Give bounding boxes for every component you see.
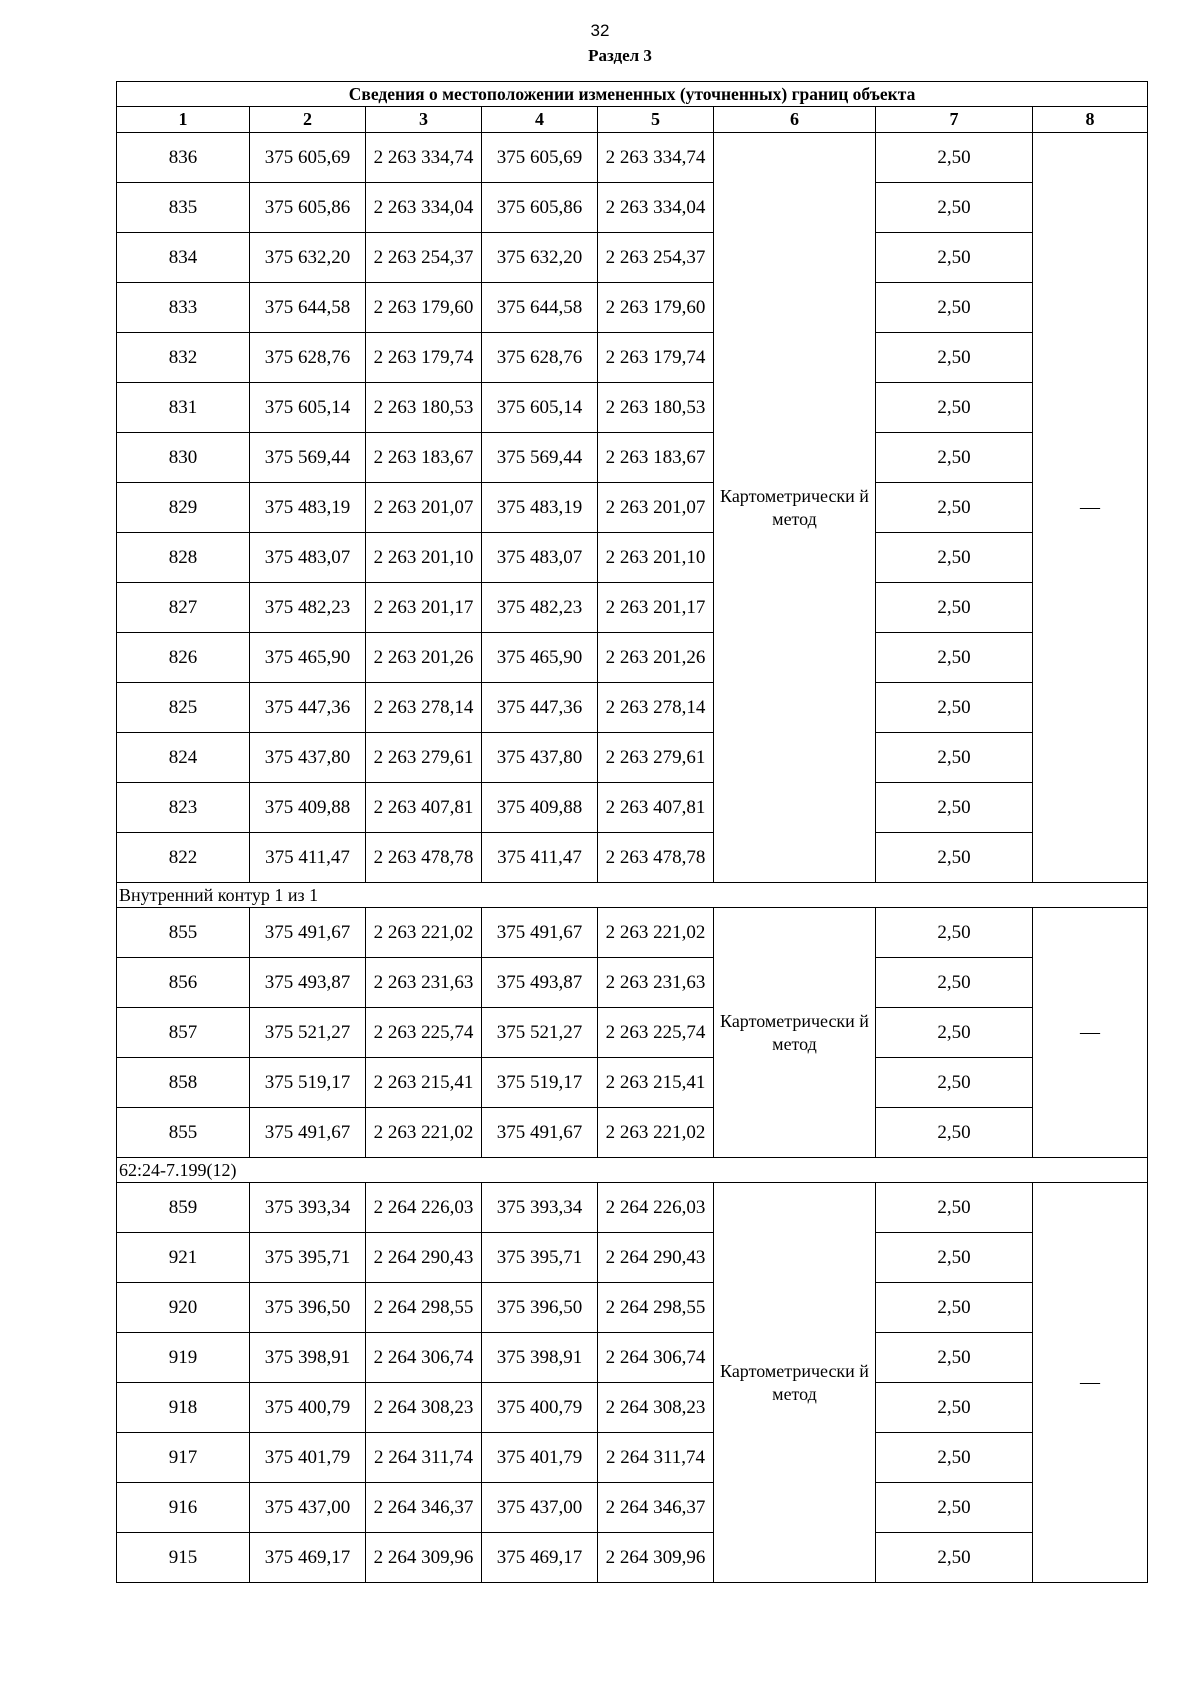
y-coordinate-cell: 2 263 183,67 <box>598 433 714 483</box>
x-coordinate-cell: 375 401,79 <box>250 1433 366 1483</box>
x-coordinate-cell: 375 437,80 <box>482 733 598 783</box>
x-coordinate-cell: 375 605,14 <box>482 383 598 433</box>
y-coordinate-cell: 2 264 290,43 <box>598 1233 714 1283</box>
point-number-cell: 827 <box>117 583 250 633</box>
x-coordinate-cell: 375 493,87 <box>482 958 598 1008</box>
table-row <box>117 1008 1148 1058</box>
table-row <box>117 733 1148 783</box>
y-coordinate-cell: 2 264 306,74 <box>366 1333 482 1383</box>
table-row <box>117 1108 1148 1158</box>
x-coordinate-cell: 375 569,44 <box>482 433 598 483</box>
table-row <box>117 533 1148 583</box>
y-coordinate-cell: 2 263 478,78 <box>598 833 714 883</box>
y-coordinate-cell: 2 263 201,07 <box>598 483 714 533</box>
accuracy-cell: 2,50 <box>876 583 1033 633</box>
x-coordinate-cell: 375 605,69 <box>482 133 598 183</box>
y-coordinate-cell: 2 264 309,96 <box>598 1533 714 1583</box>
x-coordinate-cell: 375 447,36 <box>482 683 598 733</box>
x-coordinate-cell: 375 483,07 <box>482 533 598 583</box>
y-coordinate-cell: 2 263 201,17 <box>366 583 482 633</box>
x-coordinate-cell: 375 411,47 <box>482 833 598 883</box>
y-coordinate-cell: 2 264 311,74 <box>366 1433 482 1483</box>
x-coordinate-cell: 375 491,67 <box>482 908 598 958</box>
y-coordinate-cell: 2 263 278,14 <box>366 683 482 733</box>
y-coordinate-cell: 2 264 298,55 <box>598 1283 714 1333</box>
accuracy-cell: 2,50 <box>876 833 1033 883</box>
point-number-cell: 832 <box>117 333 250 383</box>
point-number-cell: 856 <box>117 958 250 1008</box>
column-number: 8 <box>1033 107 1148 133</box>
x-coordinate-cell: 375 628,76 <box>250 333 366 383</box>
accuracy-cell: 2,50 <box>876 1183 1033 1233</box>
accuracy-cell: 2,50 <box>876 1058 1033 1108</box>
accuracy-cell: 2,50 <box>876 908 1033 958</box>
x-coordinate-cell: 375 483,19 <box>250 483 366 533</box>
accuracy-cell: 2,50 <box>876 1283 1033 1333</box>
point-number-cell: 830 <box>117 433 250 483</box>
x-coordinate-cell: 375 393,34 <box>250 1183 366 1233</box>
table-row <box>117 1183 1148 1233</box>
y-coordinate-cell: 2 263 254,37 <box>366 233 482 283</box>
page-number: 32 <box>590 21 610 40</box>
y-coordinate-cell: 2 263 179,74 <box>366 333 482 383</box>
column-number: 7 <box>876 107 1033 133</box>
point-number-cell: 917 <box>117 1433 250 1483</box>
point-number-cell: 920 <box>117 1283 250 1333</box>
accuracy-cell: 2,50 <box>876 1108 1033 1158</box>
y-coordinate-cell: 2 263 201,26 <box>366 633 482 683</box>
y-coordinate-cell: 2 263 221,02 <box>366 908 482 958</box>
table-row <box>117 908 1148 958</box>
x-coordinate-cell: 375 400,79 <box>482 1383 598 1433</box>
x-coordinate-cell: 375 409,88 <box>482 783 598 833</box>
section-title: Раздел 3 <box>588 46 652 65</box>
x-coordinate-cell: 375 437,80 <box>250 733 366 783</box>
point-number-cell: 921 <box>117 1233 250 1283</box>
accuracy-cell: 2,50 <box>876 1533 1033 1583</box>
x-coordinate-cell: 375 437,00 <box>250 1483 366 1533</box>
accuracy-cell: 2,50 <box>876 1433 1033 1483</box>
table-row <box>117 333 1148 383</box>
x-coordinate-cell: 375 401,79 <box>482 1433 598 1483</box>
accuracy-cell: 2,50 <box>876 133 1033 183</box>
y-coordinate-cell: 2 263 478,78 <box>366 833 482 883</box>
accuracy-cell: 2,50 <box>876 1383 1033 1433</box>
table-row <box>117 583 1148 633</box>
accuracy-cell: 2,50 <box>876 383 1033 433</box>
accuracy-cell: 2,50 <box>876 533 1033 583</box>
accuracy-cell: 2,50 <box>876 333 1033 383</box>
accuracy-cell: 2,50 <box>876 683 1033 733</box>
group-label-row <box>117 883 1148 908</box>
y-coordinate-cell: 2 263 231,63 <box>366 958 482 1008</box>
accuracy-cell: 2,50 <box>876 1333 1033 1383</box>
point-number-cell: 829 <box>117 483 250 533</box>
method-cell: Картометрически й метод <box>714 1183 876 1583</box>
point-number-cell: 918 <box>117 1383 250 1433</box>
column-number: 1 <box>117 107 250 133</box>
table-row <box>117 483 1148 533</box>
table-row <box>117 1333 1148 1383</box>
dash-cell: — <box>1033 133 1148 883</box>
accuracy-cell: 2,50 <box>876 283 1033 333</box>
x-coordinate-cell: 375 400,79 <box>250 1383 366 1433</box>
y-coordinate-cell: 2 263 201,10 <box>366 533 482 583</box>
x-coordinate-cell: 375 398,91 <box>482 1333 598 1383</box>
y-coordinate-cell: 2 264 309,96 <box>366 1533 482 1583</box>
x-coordinate-cell: 375 644,58 <box>250 283 366 333</box>
table-row <box>117 233 1148 283</box>
x-coordinate-cell: 375 605,86 <box>250 183 366 233</box>
table-row <box>117 133 1148 183</box>
point-number-cell: 857 <box>117 1008 250 1058</box>
y-coordinate-cell: 2 263 407,81 <box>598 783 714 833</box>
point-number-cell: 831 <box>117 383 250 433</box>
y-coordinate-cell: 2 264 308,23 <box>366 1383 482 1433</box>
column-number: 4 <box>482 107 598 133</box>
x-coordinate-cell: 375 396,50 <box>482 1283 598 1333</box>
x-coordinate-cell: 375 491,67 <box>250 908 366 958</box>
x-coordinate-cell: 375 482,23 <box>482 583 598 633</box>
y-coordinate-cell: 2 263 225,74 <box>598 1008 714 1058</box>
point-number-cell: 855 <box>117 908 250 958</box>
x-coordinate-cell: 375 483,07 <box>250 533 366 583</box>
x-coordinate-cell: 375 491,67 <box>482 1108 598 1158</box>
point-number-cell: 824 <box>117 733 250 783</box>
x-coordinate-cell: 375 483,19 <box>482 483 598 533</box>
y-coordinate-cell: 2 263 334,74 <box>598 133 714 183</box>
x-coordinate-cell: 375 411,47 <box>250 833 366 883</box>
x-coordinate-cell: 375 465,90 <box>250 633 366 683</box>
table-row <box>117 1483 1148 1533</box>
dash-cell: — <box>1033 1183 1148 1583</box>
table-row <box>117 383 1148 433</box>
x-coordinate-cell: 375 395,71 <box>482 1233 598 1283</box>
x-coordinate-cell: 375 605,69 <box>250 133 366 183</box>
y-coordinate-cell: 2 263 183,67 <box>366 433 482 483</box>
accuracy-cell: 2,50 <box>876 1008 1033 1058</box>
table-row <box>117 683 1148 733</box>
x-coordinate-cell: 375 469,17 <box>482 1533 598 1583</box>
x-coordinate-cell: 375 521,27 <box>250 1008 366 1058</box>
point-number-cell: 828 <box>117 533 250 583</box>
point-number-cell: 919 <box>117 1333 250 1383</box>
table-row <box>117 1283 1148 1333</box>
table-row <box>117 433 1148 483</box>
y-coordinate-cell: 2 263 180,53 <box>598 383 714 433</box>
y-coordinate-cell: 2 263 334,04 <box>598 183 714 233</box>
x-coordinate-cell: 375 482,23 <box>250 583 366 633</box>
x-coordinate-cell: 375 605,14 <box>250 383 366 433</box>
y-coordinate-cell: 2 263 278,14 <box>598 683 714 733</box>
group-label-row <box>117 1158 1148 1183</box>
x-coordinate-cell: 375 519,17 <box>250 1058 366 1108</box>
point-number-cell: 855 <box>117 1108 250 1158</box>
group-label: 62:24-7.199(12) <box>117 1158 1148 1183</box>
table-row <box>117 833 1148 883</box>
point-number-cell: 859 <box>117 1183 250 1233</box>
x-coordinate-cell: 375 644,58 <box>482 283 598 333</box>
y-coordinate-cell: 2 263 225,74 <box>366 1008 482 1058</box>
accuracy-cell: 2,50 <box>876 1233 1033 1283</box>
x-coordinate-cell: 375 469,17 <box>250 1533 366 1583</box>
y-coordinate-cell: 2 263 179,74 <box>598 333 714 383</box>
x-coordinate-cell: 375 395,71 <box>250 1233 366 1283</box>
table-row <box>117 783 1148 833</box>
point-number-cell: 833 <box>117 283 250 333</box>
y-coordinate-cell: 2 264 346,37 <box>366 1483 482 1533</box>
point-number-cell: 858 <box>117 1058 250 1108</box>
point-number-cell: 835 <box>117 183 250 233</box>
accuracy-cell: 2,50 <box>876 183 1033 233</box>
table-caption: Сведения о местоположении измененных (уточненных) границ объекта <box>117 82 1148 107</box>
y-coordinate-cell: 2 263 231,63 <box>598 958 714 1008</box>
point-number-cell: 826 <box>117 633 250 683</box>
column-number: 6 <box>714 107 876 133</box>
table-row <box>117 1058 1148 1108</box>
table-row <box>117 283 1148 333</box>
point-number-cell: 915 <box>117 1533 250 1583</box>
x-coordinate-cell: 375 491,67 <box>250 1108 366 1158</box>
y-coordinate-cell: 2 264 290,43 <box>366 1233 482 1283</box>
point-number-cell: 823 <box>117 783 250 833</box>
method-cell: Картометрически й метод <box>714 908 876 1158</box>
table-row <box>117 633 1148 683</box>
accuracy-cell: 2,50 <box>876 733 1033 783</box>
y-coordinate-cell: 2 263 179,60 <box>366 283 482 333</box>
y-coordinate-cell: 2 264 226,03 <box>598 1183 714 1233</box>
table-row <box>117 1233 1148 1283</box>
y-coordinate-cell: 2 264 298,55 <box>366 1283 482 1333</box>
point-number-cell: 916 <box>117 1483 250 1533</box>
x-coordinate-cell: 375 521,27 <box>482 1008 598 1058</box>
x-coordinate-cell: 375 393,34 <box>482 1183 598 1233</box>
method-cell: Картометрически й метод <box>714 133 876 883</box>
y-coordinate-cell: 2 263 334,74 <box>366 133 482 183</box>
x-coordinate-cell: 375 465,90 <box>482 633 598 683</box>
accuracy-cell: 2,50 <box>876 433 1033 483</box>
x-coordinate-cell: 375 628,76 <box>482 333 598 383</box>
y-coordinate-cell: 2 263 201,26 <box>598 633 714 683</box>
y-coordinate-cell: 2 263 201,17 <box>598 583 714 633</box>
table-row <box>117 958 1148 1008</box>
y-coordinate-cell: 2 263 215,41 <box>598 1058 714 1108</box>
x-coordinate-cell: 375 396,50 <box>250 1283 366 1333</box>
y-coordinate-cell: 2 263 334,04 <box>366 183 482 233</box>
y-coordinate-cell: 2 263 180,53 <box>366 383 482 433</box>
point-number-cell: 822 <box>117 833 250 883</box>
column-number: 5 <box>598 107 714 133</box>
y-coordinate-cell: 2 263 215,41 <box>366 1058 482 1108</box>
y-coordinate-cell: 2 263 221,02 <box>366 1108 482 1158</box>
x-coordinate-cell: 375 632,20 <box>482 233 598 283</box>
point-number-cell: 834 <box>117 233 250 283</box>
y-coordinate-cell: 2 264 346,37 <box>598 1483 714 1533</box>
y-coordinate-cell: 2 263 221,02 <box>598 908 714 958</box>
column-number: 3 <box>366 107 482 133</box>
table-row <box>117 1433 1148 1483</box>
y-coordinate-cell: 2 263 221,02 <box>598 1108 714 1158</box>
y-coordinate-cell: 2 264 308,23 <box>598 1383 714 1433</box>
point-number-cell: 836 <box>117 133 250 183</box>
y-coordinate-cell: 2 263 279,61 <box>366 733 482 783</box>
y-coordinate-cell: 2 263 201,10 <box>598 533 714 583</box>
x-coordinate-cell: 375 437,00 <box>482 1483 598 1533</box>
accuracy-cell: 2,50 <box>876 233 1033 283</box>
x-coordinate-cell: 375 519,17 <box>482 1058 598 1108</box>
y-coordinate-cell: 2 263 179,60 <box>598 283 714 333</box>
coordinates-table <box>116 81 1148 1583</box>
accuracy-cell: 2,50 <box>876 783 1033 833</box>
accuracy-cell: 2,50 <box>876 958 1033 1008</box>
group-label: Внутренний контур 1 из 1 <box>117 883 1148 908</box>
accuracy-cell: 2,50 <box>876 633 1033 683</box>
column-number: 2 <box>250 107 366 133</box>
dash-cell: — <box>1033 908 1148 1158</box>
x-coordinate-cell: 375 493,87 <box>250 958 366 1008</box>
table-row <box>117 183 1148 233</box>
y-coordinate-cell: 2 263 201,07 <box>366 483 482 533</box>
x-coordinate-cell: 375 632,20 <box>250 233 366 283</box>
y-coordinate-cell: 2 263 407,81 <box>366 783 482 833</box>
x-coordinate-cell: 375 398,91 <box>250 1333 366 1383</box>
table-row <box>117 1383 1148 1433</box>
x-coordinate-cell: 375 569,44 <box>250 433 366 483</box>
table-row <box>117 1533 1148 1583</box>
y-coordinate-cell: 2 264 306,74 <box>598 1333 714 1383</box>
y-coordinate-cell: 2 263 279,61 <box>598 733 714 783</box>
y-coordinate-cell: 2 263 254,37 <box>598 233 714 283</box>
accuracy-cell: 2,50 <box>876 483 1033 533</box>
accuracy-cell: 2,50 <box>876 1483 1033 1533</box>
x-coordinate-cell: 375 447,36 <box>250 683 366 733</box>
column-number-row <box>117 107 1148 133</box>
x-coordinate-cell: 375 409,88 <box>250 783 366 833</box>
point-number-cell: 825 <box>117 683 250 733</box>
y-coordinate-cell: 2 264 226,03 <box>366 1183 482 1233</box>
y-coordinate-cell: 2 264 311,74 <box>598 1433 714 1483</box>
x-coordinate-cell: 375 605,86 <box>482 183 598 233</box>
